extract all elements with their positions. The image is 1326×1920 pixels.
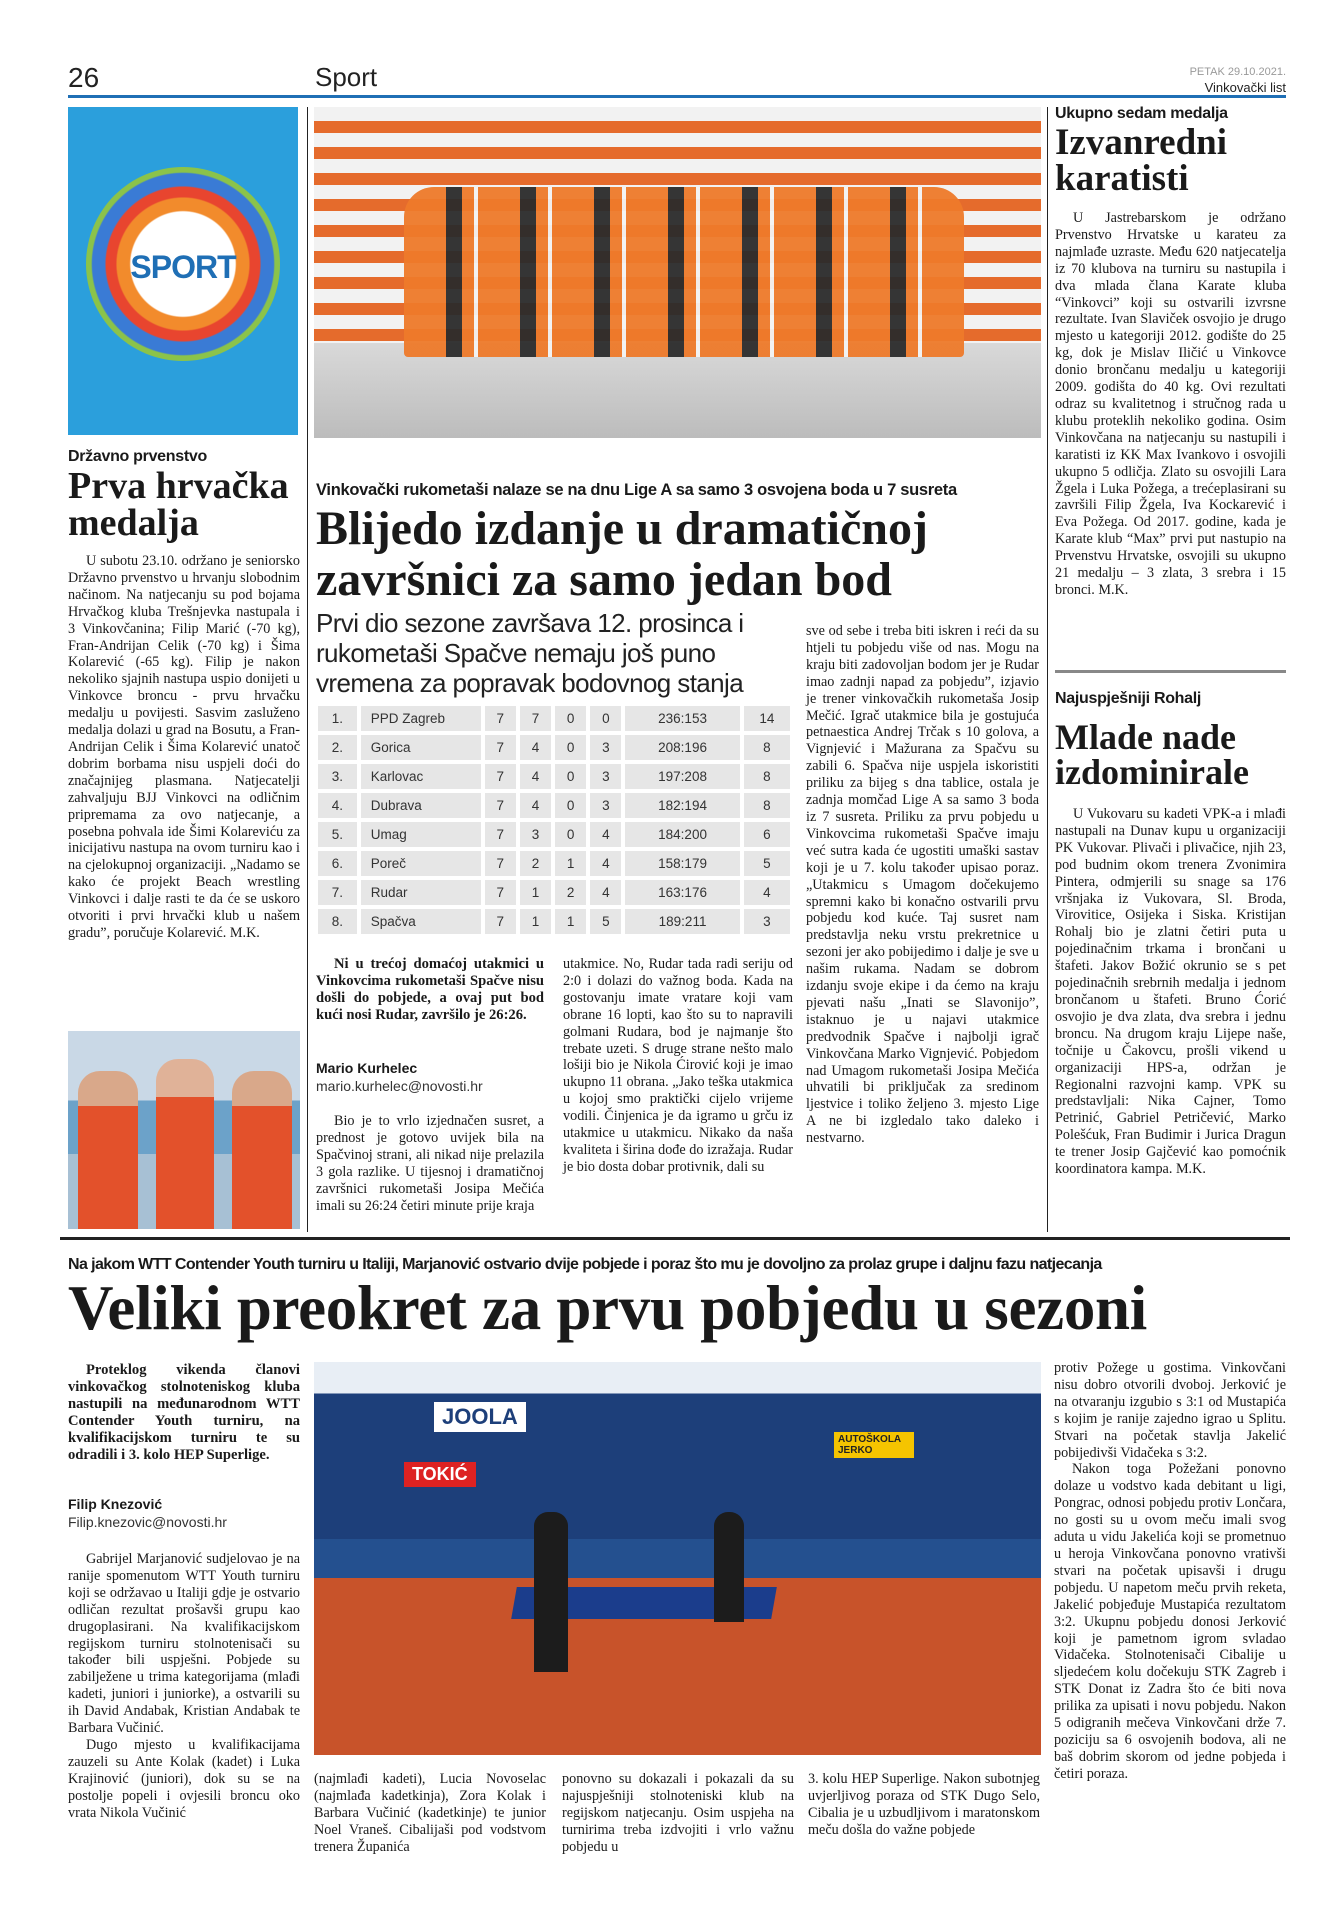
sign-autoskola: AUTOŠKOLA JERKO [834, 1432, 914, 1458]
karate-kicker: Ukupno sedam medalja [1055, 105, 1228, 122]
standings-row [318, 706, 790, 731]
paragraph: Gabrijel Marjanović sudjelovao je na ranije spomenutom WTT Youth turniru koji se održavao u Italiji gdje je ostvario odličan rezultat prošavši grupu kao drugoplasirani. Na kvalifikacijskom regijskom turniru stolnotenisači su također bili uspješni. Pobjede su zabilježene u trima kategorijama (mlađi kadeti, juniori i juniorke), a ostvarili su ih David Andabak, Kristian Andabak te Barbara Vučinić. [68, 1551, 300, 1737]
handball-deck: Prvi dio sezone završava 12. prosinca i rukometaši Spačve nemaju još puno vremena za popravak bodovnog stanja [316, 608, 744, 698]
sign-tokic: TOKIĆ [404, 1462, 476, 1487]
tabletennis-title: Veliki preokret za prvu pobjedu u sezoni [68, 1273, 1147, 1343]
handball-email: mario.kurhelec@novosti.hr [316, 1078, 483, 1094]
paragraph: Bio je to vrlo izjednačen susret, a prednost je gotovo uvijek bila na Spačvinoj strani, ali nikad nije prelazila 3 gola razlike. U tijesnoj i dramatičnoj završnici rukometaši Josipa Mečića imali su 26:24 četiri minute prije kraja [316, 1113, 544, 1214]
handball-title: Blijedo izdanje u dramatičnoj završnici za samo jedan bod [316, 502, 928, 606]
stat-cell: 208:196 [625, 735, 739, 760]
stat-cell: 4 [590, 822, 621, 847]
stat-cell: 158:179 [625, 851, 739, 876]
karate-title: Izvanredni karatisti [1055, 122, 1228, 200]
tabletennis-kicker: Na jakom WTT Contender Youth turniru u Italiji, Marjanović ostvario dvije pobjede i poraz što mu je dovoljno za prolaz grupe i daljnu fazu natjecanja [68, 1256, 1102, 1273]
stat-cell: 3. [318, 764, 357, 789]
page-number: 26 [68, 62, 100, 93]
tabletennis-photo [314, 1362, 1041, 1755]
stat-cell: 7 [485, 793, 516, 818]
stat-cell: 2 [520, 851, 551, 876]
stat-cell: 163:176 [625, 880, 739, 905]
handball-col1 [316, 1113, 544, 1214]
handball-photo [314, 107, 1041, 438]
handball-lead: Ni u trećoj domaćoj utakmici u Vinkovcima rukometaši Spačve nisu došli do pobjede, a ovaj put bod kući nosi Rudar, završilo je 26:26. [316, 956, 544, 1023]
section-rule [60, 1237, 1290, 1240]
handball-kicker: Vinkovački rukometaši nalaze se na dnu Lige A sa samo 3 osvojena boda u 7 susreta [316, 481, 957, 499]
stat-cell: 3 [590, 764, 621, 789]
stat-cell: 5 [744, 851, 790, 876]
stat-cell: 0 [555, 706, 586, 731]
stat-cell: 5. [318, 822, 357, 847]
stat-cell: 3 [590, 793, 621, 818]
stat-cell: 2. [318, 735, 357, 760]
tabletennis-col1 [68, 1551, 300, 1822]
wrestlers-photo [68, 1031, 300, 1229]
stat-cell: 1 [520, 880, 551, 905]
stat-cell: 7 [485, 880, 516, 905]
paragraph: 3. kolu HEP Superlige. Nakon subotnjeg uvjerljivog poraza od STK Dugo Selo, Cibalia je u uzbudljivom i maratonskom meču došla do važne pobjede [808, 1771, 1040, 1838]
team-cell: Poreč [361, 851, 481, 876]
stat-cell: 4 [590, 851, 621, 876]
stat-cell: 4 [590, 880, 621, 905]
stat-cell: 1 [555, 909, 586, 934]
karate-body [1055, 210, 1286, 599]
column-divider [1047, 107, 1048, 1232]
stat-cell: 0 [590, 706, 621, 731]
standings-row [318, 851, 790, 876]
stat-cell: 0 [555, 735, 586, 760]
team-cell: Umag [361, 822, 481, 847]
tabletennis-col3 [562, 1771, 794, 1856]
stat-cell: 7 [485, 851, 516, 876]
team-cell: Rudar [361, 880, 481, 905]
handball-col3 [806, 623, 1039, 1147]
stat-cell: 0 [555, 793, 586, 818]
standings-row [318, 764, 790, 789]
stat-cell: 7 [485, 764, 516, 789]
paragraph: utakmice. No, Rudar tada radi seriju od 2:0 i dolazi do važnog boda. Kada na gostovanju imate vratare koji vam obrane 16 lopti, kao što su to napravili golmani Rudara, bod je najmanje što trebate uzeti. S druge strane nešto malo lošiji bio je Nikola Ćirović koji je imao ukupno 11 obrana. „Jako teška utakmica u kojoj smo praktički cijelo vrijeme vodili. Činjenica je da igramo u grču iz utakmice u utakmicu. Nikako da naša kvaliteta i širina dođe do izražaja. Rudar je bio dosta dobar protivnik, dali su [563, 956, 793, 1175]
paragraph: Dugo mjesto u kvalifikacijama zauzeli su Ante Kolak (kadet) i Luka Krajinović (juniori), dok su se na postolje popeli i ovjesili broncu oko vrata Nikola Vučinić [68, 1736, 300, 1821]
sign-joola: JOOLA [434, 1402, 526, 1432]
stat-cell: 6 [744, 822, 790, 847]
stat-cell: 182:194 [625, 793, 739, 818]
stat-cell: 236:153 [625, 706, 739, 731]
stat-cell: 7 [520, 706, 551, 731]
swimming-body [1055, 806, 1286, 1178]
stat-cell: 4 [520, 793, 551, 818]
wrestling-kicker: Državno prvenstvo [68, 448, 207, 465]
stat-cell: 1 [555, 851, 586, 876]
stat-cell: 3 [744, 909, 790, 934]
stat-cell: 3 [590, 735, 621, 760]
team-cell: PPD Zagreb [361, 706, 481, 731]
stat-cell: 7. [318, 880, 357, 905]
stat-cell: 7 [485, 822, 516, 847]
standings-row [318, 880, 790, 905]
stat-cell: 3 [520, 822, 551, 847]
stat-cell: 8. [318, 909, 357, 934]
stat-cell: 7 [485, 735, 516, 760]
stat-cell: 5 [590, 909, 621, 934]
paragraph: ponovno su dokazali i pokazali da su najuspješniji stolnoteniski klub na regijskom natjecanju. Osim uspjeha na turnirima treba izdvojiti i vrlo važnu pobjedu u [562, 1771, 794, 1855]
paragraph: Nakon toga Požežani ponovno dolaze u vodstvo kada debitant u ligi, Pongrac, odnosi pobjedu protiv Lončara, no gosti su u ovom meču imali svog aduta u vidu Jakelića koji se prometnuo u heroja Vinkovčana ponovno vrativši stvari na početak upisavši i drugu pobjedu. U napetom meču prvih reketa, Jakelić pobjeđuje Mustapića rezultatom 3:2. Ukupnu pobjedu donosi Jerković koji je pametnom igrom svladao Vidačeka. Stolnotenisači Cibalije u sljedećem kolu dočekuju STK Zagreb i STK Donat iz Zadra što će biti nova prilika za upisati i novu pobjedu. Nakon 5 odigranih mečeva Vinkovčani drže 7. poziciju sa 6 osvojenih bodova, ali ne baš dobrim skorom od jedne pobjeda i četiri poraza. [1054, 1461, 1286, 1782]
stat-cell: 197:208 [625, 764, 739, 789]
standings-row [318, 735, 790, 760]
wrestling-body [68, 553, 300, 942]
tabletennis-col4 [808, 1771, 1040, 1839]
sport-label: SPORT [130, 249, 236, 285]
stat-cell: 7 [485, 706, 516, 731]
standings-row [318, 822, 790, 847]
tabletennis-email: Filip.knezovic@novosti.hr [68, 1514, 227, 1530]
header-rule [68, 95, 1286, 98]
paragraph: U subotu 23.10. održano je seniorsko Državno prvenstvo u hrvanju slobodnim načinom. Na natjecanju su pod bojama Hrvačkog kluba Trešnjevka nastupala i 3 Vinkovčanina; Filip Marić (-70 kg), Fran-Andrijan Celik (-70 kg) i Šima Kolarević (-65 kg). Filip je nakon nekoliko sjajnih nastupa uspio donijeti u Vinkovce broncu - prvu hrvačku medalju u povijesti. Sasvim zasluženo medalja dolazi u grad na Bosutu, a Fran-Andrijan Celik i Šima Kolarević unatoč dobrim borbama nisu uspjeli doći do značajnijeg plasmana. Natjecatelji zahvaljuju BJJ Vinkovci na odličnim pripremama za ovo natjecanje, a posebna pohvala ide Šimi Kolareviću za inicijativu nastupa na ovom turniru kao i na cjelokupnoj organizaciji. „Nadamo se kako će projekt Beach wrestling Vinkovci i dalje rasti te da će se uskoro otvoriti i prvi hrvački klub u našem gradu”, poručuje Kolarević. M.K. [68, 553, 300, 941]
issue-date: PETAK 29.10.2021. [1189, 66, 1286, 78]
stat-cell: 4. [318, 793, 357, 818]
paragraph: U Vukovaru su kadeti VPK-a i mlađi nastupali na Dunav kupu u organizaciji PK Vukovar. Plivači i plivačice, njih 23, pod budnim okom trenera Zvonimira Pintera, odmjerili su snage sa 176 vršnjaka iz Vukovara, Sl. Broda, Virovitice, Osijeka i Siska. Kristijan Rohalj bio je zlatni četiri puta u pojedinačnim trkama i brončani u štafeti. Jakov Božić okrunio se s pet pojedinačnih srebrnih medalja i jednom brončanom u štafeti. Bruno Ćorić osvojio je dva zlata, dva srebra i jednu broncu. Na drugom kraju Lijepe naše, točnije u Čakovcu, prošli vikend u organizaciji HPS-a, održan je Regionalni razvojni kamp. VPK su predstavljali: Nika Cajner, Tomo Petrinić, Gabriel Petričević, Marko Polešćuk, Fran Budimir i Jurica Dragun te trener Josip Gajčević kao pomoćnik koordinatora kampa. M.K. [1055, 806, 1286, 1178]
stat-cell: 0 [555, 764, 586, 789]
article-divider [1055, 670, 1286, 673]
team-cell: Dubrava [361, 793, 481, 818]
standings-table [314, 702, 794, 938]
paragraph: (najmlađi kadeti), Lucia Novoselac (najmlađa kadetkinja), Zora Kolak i Barbara Vučinić (kadetkinje) te junior Noel Vraneš. Cibalijaši pod vodstvom trenera Županića [314, 1771, 546, 1855]
stat-cell: 4 [520, 764, 551, 789]
paragraph: U Jastrebarskom je održano Prvenstvo Hrvatske u karateu za najmlađe uzraste. Među 620 natjecatelja iz 70 klubova na turniru su nastupila i dva mlada člana Karate kluba “Vinkovci” koji su ostvarili izvrsne rezultate. Ivan Slaviček osvojio je drugo mjesto u kategoriji 2012. godište do 25 kg, dok je Mislav Iličić u Vinkovce donio brončanu medalju u kategoriji 2009. godišta do 40 kg. Ovi rezultati odraz su kvalitetnog i stručnog rada u klubu proteklih nekoliko godina. Osim Vinkovčana na natjecanju su nastupili i karatisti iz KK Max Ivankovo i osvojili ukupno 5 odličja. Zlato su osvojili Lara Žgela i Luka Požega, a trećeplasirani su završili Filip Žgela, Iva Kockarević i Eva Požega. Od 2017. godine, kada je Karate klub “Max” prvi put nastupio na Prvenstvu Hrvatske, osvojili su ukupno 21 medalju – 3 zlata, 3 srebra i 15 bronci. M.K. [1055, 210, 1286, 598]
paragraph: protiv Požege u gostima. Vinkovčani nisu dobro otvorili dvoboj. Jerković je na otvaranju izgubio s 3:1 od Mustapića s kojim je ranije zajedno igrao u Splitu. Stvari na početak stavlja Jakelić pobijedivši Vidačeka s 3:2. [1054, 1360, 1286, 1461]
tabletennis-author: Filip Knezović [68, 1496, 163, 1512]
stat-cell: 4 [520, 735, 551, 760]
tabletennis-lead: Proteklog vikenda članovi vinkovačkog stolnoteniskog kluba nastupili na međunarodnom WTT Contender Youth turniru, na kvalifikacijskom turniru te su odradili i 3. kolo HEP Superlige. [68, 1362, 300, 1463]
stat-cell: 8 [744, 793, 790, 818]
tabletennis-col5 [1054, 1360, 1286, 1783]
standings-row [318, 793, 790, 818]
wrestling-title: Prva hrvačka medalja [68, 465, 289, 545]
stat-cell: 6. [318, 851, 357, 876]
stat-cell: 1. [318, 706, 357, 731]
swimming-title: Mlade nade izdominirale [1055, 717, 1249, 793]
column-divider [307, 107, 308, 1232]
stat-cell: 7 [485, 909, 516, 934]
handball-col2 [563, 956, 793, 1176]
tabletennis-col2 [314, 1771, 546, 1856]
stat-cell: 0 [555, 822, 586, 847]
team-cell: Spačva [361, 909, 481, 934]
stat-cell: 189:211 [625, 909, 739, 934]
stat-cell: 8 [744, 735, 790, 760]
stat-cell: 14 [744, 706, 790, 731]
stat-cell: 2 [555, 880, 586, 905]
stat-cell: 184:200 [625, 822, 739, 847]
team-cell: Gorica [361, 735, 481, 760]
section-name: Sport [315, 62, 378, 92]
stat-cell: 1 [520, 909, 551, 934]
stat-cell: 4 [744, 880, 790, 905]
paper-name: Vinkovački list [1204, 80, 1286, 95]
sport-graphic [68, 107, 298, 435]
team-cell: Karlovac [361, 764, 481, 789]
standings-row [318, 909, 790, 934]
paragraph: sve od sebe i treba biti iskren i reći da su htjeli tu pobjedu više od nas. Mogu na kraju biti zadovoljan bodom jer je Rudar imao zadnji napad za pobjedu”, izjavio je trener vinkovačkih rukometaša Josip Mečić. Igrač utakmice bila je gostujuća petnaestica Andrej Trčak s 10 golova, a Vignjević i Mažurana za Spačvu su zabili 6. Spačva nije uspjela iskoristiti priliku za bijeg s dna tablice, ostala je zadnja momčad Lige A sa samo 3 boda iz 7 susreta. Priliku za prvu pobjedu u Vinkovcima rukometaši Spačve imaju već sutra kada će ugostiti umaški sastav koji je u 7. kolu također upisao poraz. „Utakmicu s Umagom dočekujemo spremni kako bi konačno ostvarili prvu pobjedu kod kuće. Taj susret nam predstavlja neku vrstu prekretnice u sezoni jer ako pobijedimo i dalje je sve u našim rukama. Nadam se dobrom izdanju svoje ekipe i da ćemo na kraju pjevati našu „Inati se Slavonijo”, istaknuo je u najavi utakmice predvodnik Spačve i najbolji igrač Vinkovčana Marko Vignjević. Pobjedom nad Umagom rukometaši Josipa Mečića uhvatili bi priključak za sredinom ljestvice i toliko željeno 3. mjesto Lige A ne bi izgledalo tako daleko i nestvarno. [806, 623, 1039, 1147]
stat-cell: 8 [744, 764, 790, 789]
handball-author: Mario Kurhelec [316, 1060, 418, 1076]
swimming-kicker: Najuspješniji Rohalj [1055, 690, 1202, 707]
